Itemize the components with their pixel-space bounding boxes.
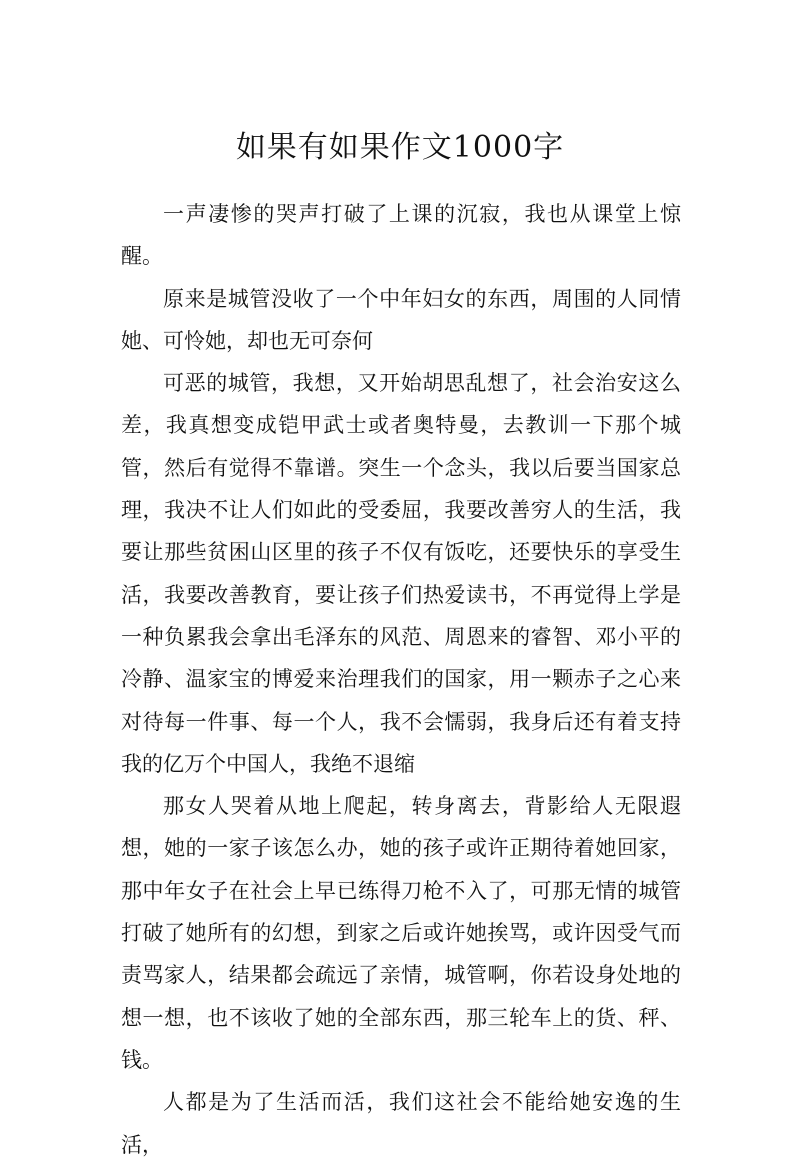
- paragraph: 一声凄惨的哭声打破了上课的沉寂，我也从课堂上惊醒。: [121, 202, 681, 269]
- paragraph: 那女人哭着从地上爬起，转身离去，背影给人无限遐想，她的一家子该怎么办，她的孩子或许正期待着她回家，那中年女子在社会上早已练得刀枪不入了，可那无情的城管打破了她所有的幻想，到家之后或许她挨骂，或许因受气而责骂家人，结果都会疏远了亲情，城管啊，你若设身处地的想一想，也不该收了她的全部东西，那三轮车上的货、秤、钱。: [121, 794, 681, 1072]
- essay-title: 如果有如果作文1000字: [235, 130, 565, 165]
- paragraph: 原来是城管没收了一个中年妇女的东西，周围的人同情她、可怜她，却也无可奈何: [121, 286, 681, 353]
- paragraph: 可恶的城管，我想，又开始胡思乱想了，社会治安这么差，我真想变成铠甲武士或者奥特曼，去教训一下那个城管，然后有觉得不靠谱。突生一个念头，我以后要当国家总理，我决不让人们如此的受委屈，我要改善穷人的生活，我要让那些贫困山区里的孩子不仅有饭吃，还要快乐的享受生活，我要改善教育，要让孩子们热爱读书，不再觉得上学是一种负累我会拿出毛泽东的风范、周恩来的睿智、邓小平的冷静、温家宝的博爱来治理我们的国家，用一颗赤子之心来对待每一件事、每一个人，我不会懦弱，我身后还有着支持我的亿万个中国人，我绝不退缩: [121, 371, 681, 776]
- essay-body: [121, 193, 681, 1166]
- paragraph: 人都是为了生活而活，我们这社会不能给她安逸的生活，: [121, 1090, 681, 1157]
